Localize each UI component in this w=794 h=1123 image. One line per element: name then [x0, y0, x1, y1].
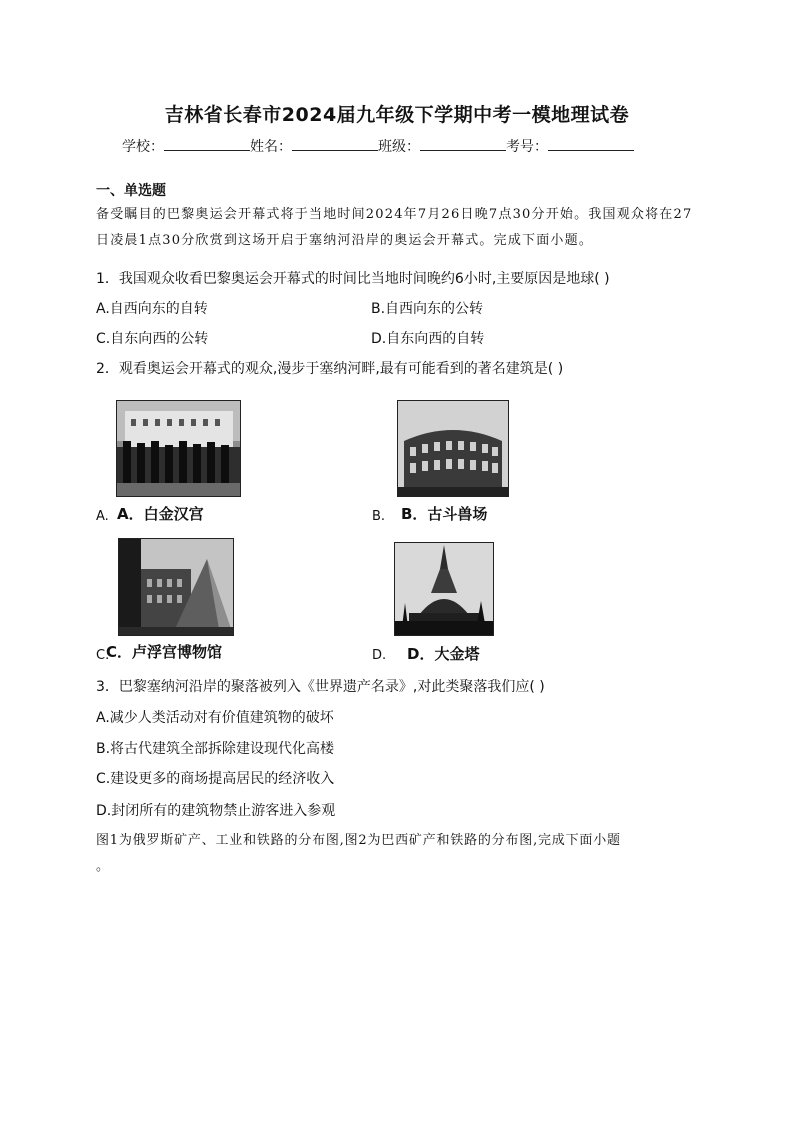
question-2-text: 2．观看奥运会开幕式的观众,漫步于塞纳河畔,最有可能看到的著名建筑是( ) — [96, 361, 564, 377]
buckingham-palace-photo[interactable] — [116, 400, 241, 497]
q2-option-a-caption[interactable]: A．白金汉宫 — [117, 505, 204, 523]
name-blank[interactable] — [292, 136, 378, 151]
q3-option-a[interactable]: A.减少人类活动对有价值建筑物的破坏 — [96, 710, 334, 726]
q1-option-d[interactable]: D.自东向西的自转 — [371, 331, 485, 347]
school-blank[interactable] — [164, 136, 250, 151]
q3-option-b[interactable]: B.将古代建筑全部拆除建设现代化高楼 — [96, 741, 335, 757]
q2-option-d-caption[interactable]: D．大金塔 — [407, 645, 480, 663]
student-info-row — [122, 136, 634, 156]
passage-paris-olympics: 备受瞩目的巴黎奥运会开幕式将于当地时间2024年7月26日晚7点30分开始。我国观众将在27日凌晨1点30分欣赏到这场开启于塞纳河沿岸的奥运会开幕式。完成下面小题。 — [96, 207, 693, 248]
shwedagon-pagoda-image — [395, 543, 493, 635]
q1-option-a[interactable]: A.自西向东的自转 — [96, 301, 208, 317]
section-heading: 一、单选题 — [96, 183, 166, 199]
q3-option-c[interactable]: C.建设更多的商场提高居民的经济收入 — [96, 771, 335, 787]
q1-option-b[interactable]: B.自西向东的公转 — [371, 301, 484, 317]
exam-number-label: 考号： — [506, 139, 548, 155]
question-3-text: 3．巴黎塞纳河沿岸的聚落被列入《世界遗产名录》,对此类聚落我们应( ) — [96, 679, 545, 695]
q2-option-d-letter: D. — [372, 648, 387, 663]
exam-number-blank[interactable] — [548, 136, 634, 151]
shwedagon-pagoda-photo[interactable] — [394, 542, 494, 636]
louvre-image — [119, 539, 233, 635]
class-blank[interactable] — [420, 136, 506, 151]
buckingham-palace-image — [117, 401, 240, 496]
passage-2-end: 。 — [96, 859, 110, 874]
school-label: 学校： — [122, 139, 164, 155]
q2-option-c-caption[interactable]: C．卢浮宫博物馆 — [106, 643, 223, 661]
question-1-text: 1．我国观众收看巴黎奥运会开幕式的时间比当地时间晚约6小时,主要原因是地球( ) — [96, 271, 610, 287]
q2-option-b-letter: B. — [372, 509, 386, 524]
q2-option-c-letter: C. — [96, 648, 110, 663]
passage-2-text: 图1为俄罗斯矿产、工业和铁路的分布图,图2为巴西矿产和铁路的分布图,完成下面小题 — [96, 833, 621, 848]
q1-option-c[interactable]: C.自东向西的公转 — [96, 331, 209, 347]
colosseum-photo[interactable] — [397, 400, 509, 497]
q2-option-b-caption[interactable]: B．古斗兽场 — [401, 505, 488, 523]
class-label: 班级： — [378, 139, 420, 155]
q2-option-a-letter: A. — [96, 509, 109, 524]
passage-russia-brazil-maps — [96, 828, 716, 880]
colosseum-image — [398, 401, 508, 496]
name-label: 姓名： — [250, 139, 292, 155]
louvre-photo[interactable] — [118, 538, 234, 636]
page-title: 吉林省长春市2024届九年级下学期中考一模地理试卷 — [164, 104, 630, 126]
q3-option-d[interactable]: D.封闭所有的建筑物禁止游客进入参观 — [96, 803, 336, 819]
